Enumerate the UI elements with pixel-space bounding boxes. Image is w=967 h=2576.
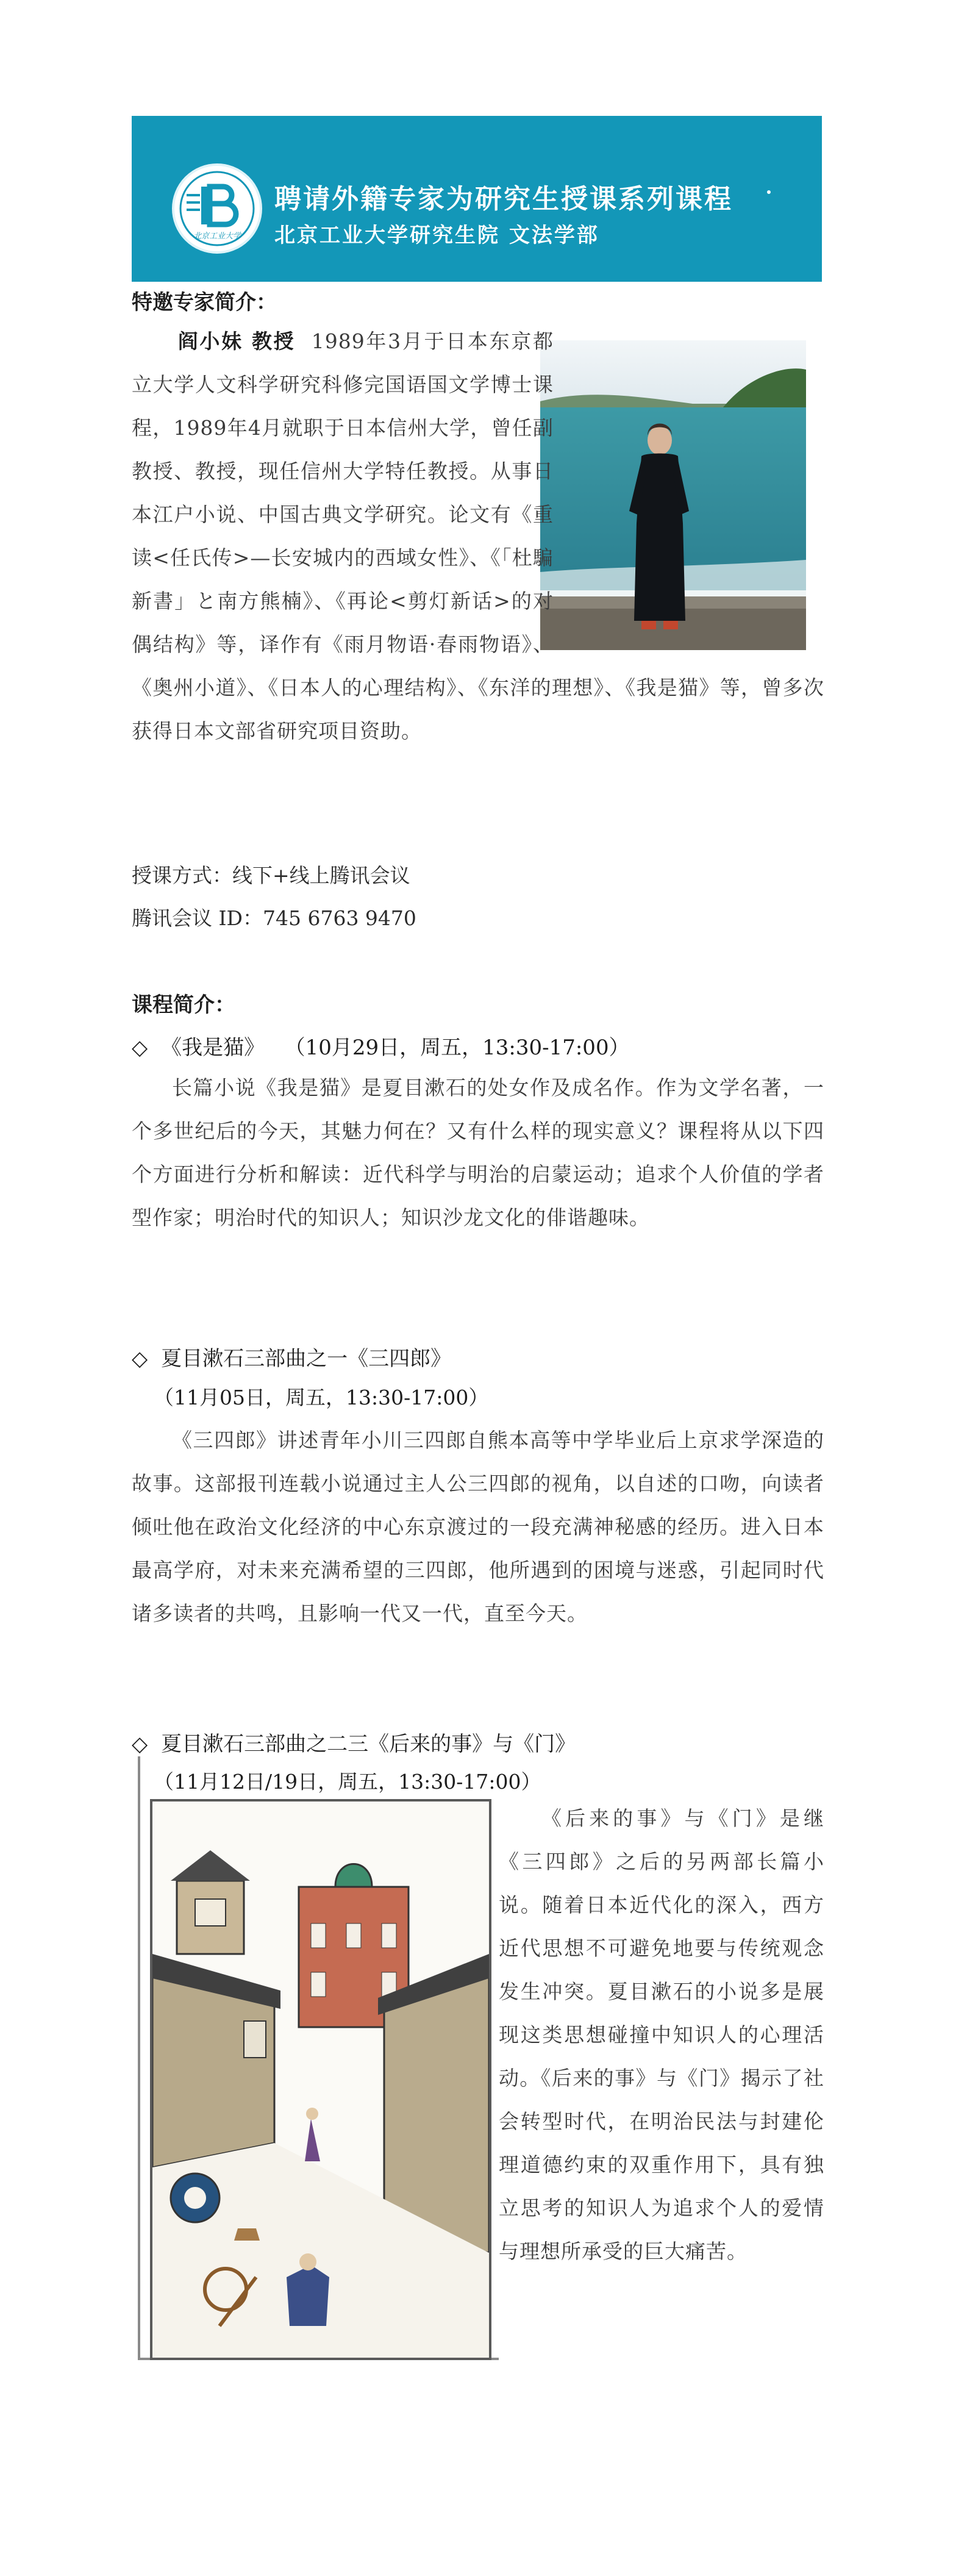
course-1-title: 《我是猫》	[161, 1036, 265, 1060]
logo-text: 北京工业大学	[193, 232, 241, 241]
course-2-title-row	[132, 1342, 451, 1372]
course-2-date: （11月05日，周五，13:30-17:00）	[154, 1386, 489, 1409]
expert-heading: 特邀专家简介：	[132, 290, 277, 315]
course-1-date: （10月29日，周五，13:30-17:00）	[284, 1036, 630, 1060]
course-3-description: 《后来的事》与《门》是继《三四郎》之后的另两部长篇小说。随着日本近代化的深入，西方近代思想不可避免地要与传统观念发生冲突。夏目漱石的小说多是展现这类思想碰撞中知识人的心理活动。《后来的事》与《门》揭示了社会转型时代，在明治民法与封建伦理道德约束的双重作用下，具有独立思考的知识人为追求个人的爱情与理想所承受的巨大痛苦。	[499, 1806, 824, 2263]
course-2-title: 夏目漱石三部曲之一《三四郎》	[161, 1347, 452, 1371]
course-2-description: 《三四郎》讲述青年小川三四郎自熊本高等中学毕业后上京求学深造的故事。这部报刊连载小说通过主人公三四郎的视角，以自述的口吻，向读者倾吐他在政治文化经济的中心东京渡过的一段充满神秘感的经历。进入日本最高学府，对未来充满希望的三四郎，他所遇到的困境与迷惑，引起同时代诸多读者的共鸣，且影响一代又一代，直至今天。	[132, 1428, 824, 1625]
banner-subtitle: 北京工业大学研究生院 文法学部	[274, 223, 599, 248]
course-3-title-row	[132, 1727, 576, 1757]
university-logo	[172, 163, 262, 254]
header-banner	[132, 116, 822, 282]
diamond-bullet-icon: ◇	[132, 1732, 148, 1756]
course-3-date: （11月12日/19日，周五，13:30-17:00）	[154, 1770, 541, 1794]
course-1-description: 长篇小说《我是猫》是夏目漱石的处女作及成名作。作为文学名著，一个多世纪后的今天，其魅力何在？又有什么样的现实意义？课程将从以下四个方面进行分析和解读：近代科学与明治的启蒙运动；追求个人价值的学者型作家；明治时代的知识人；知识沙龙文化的俳谐趣味。	[132, 1076, 824, 1229]
course-3-title: 夏目漱石三部曲之二三《后来的事》与《门》	[161, 1732, 576, 1756]
banner-title: 聘请外籍专家为研究生授课系列课程	[274, 184, 733, 215]
courses-heading: 课程简介：	[132, 993, 235, 1017]
expert-bio	[132, 320, 824, 753]
expert-name: 阎小妹 教授	[177, 329, 296, 353]
teaching-mode	[132, 860, 410, 889]
diamond-bullet-icon: ◇	[132, 1347, 148, 1371]
street-illustration	[150, 1799, 491, 2360]
expert-bio-text: 1989年3月于日本东京都立大学人文科学研究科修完国语国文学博士课程，1989年4月就职于日本信州大学，曾任副教授、教授，现任信州大学特任教授。从事日本江户小说、中国古典文学研究。论文有《重读<任氏传>—长安城内的西域女性》、《「杜騙新書」と南方熊楠》、《再论<剪灯新话>的对偶结构》等，译作有《雨月物语·春雨物语》、《奥州小道》、《日本人的心理结构》、《东洋的理想》、《我是猫》等，曾多次获得日本文部省研究项目资助。	[132, 329, 824, 743]
illustration-frame-line	[138, 1756, 140, 2360]
banner-dot	[767, 190, 771, 194]
teaching-mode-text: 授课方式：线下+线上腾讯会议	[132, 864, 410, 887]
meeting-id: 腾讯会议 ID：745 6763 9470	[132, 906, 416, 930]
course-1-title-row	[132, 1031, 630, 1061]
diamond-bullet-icon: ◇	[132, 1036, 148, 1060]
